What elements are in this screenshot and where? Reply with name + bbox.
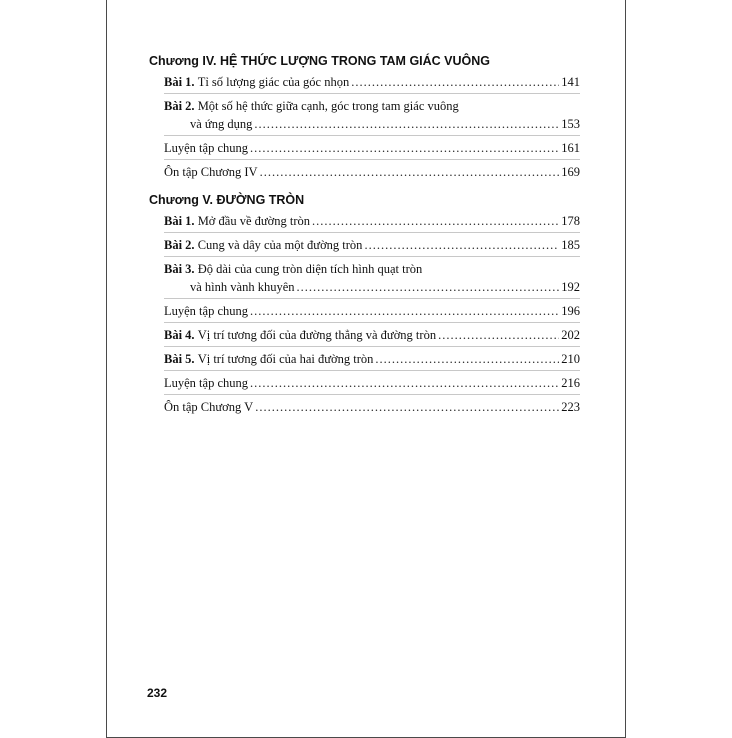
dot-leader <box>250 303 559 320</box>
page-number: 210 <box>561 352 580 366</box>
entry-title: Cung và dây của một đường tròn <box>197 238 363 252</box>
lesson-label: Bài 5. <box>164 352 195 366</box>
entry-title: Vị trí tương đối của hai đường tròn <box>197 352 374 366</box>
toc-entry <box>164 98 580 136</box>
page-number: 153 <box>561 117 580 131</box>
toc-entry <box>164 213 580 233</box>
dot-leader <box>375 351 559 368</box>
dot-leader <box>438 327 559 344</box>
page-number: 202 <box>561 328 580 342</box>
entry-title: Luyện tập chung <box>164 304 249 318</box>
chapter-title: Chương IV. HỆ THỨC LƯỢNG TRONG TAM GIÁC VUÔNG <box>149 54 491 68</box>
lesson-label: Bài 2. <box>164 99 195 113</box>
toc-entry <box>164 327 580 347</box>
dot-leader <box>364 237 559 254</box>
chapter-title: Chương V. ĐƯỜNG TRÒN <box>149 193 305 207</box>
lesson-label: Bài 1. <box>164 75 195 89</box>
dot-leader <box>250 140 559 157</box>
page-number: 185 <box>561 238 580 252</box>
dot-leader <box>297 279 560 296</box>
lesson-label: Bài 2. <box>164 238 195 252</box>
entry-title-continued: và hình vành khuyên <box>190 280 295 294</box>
page-number: 141 <box>561 75 580 89</box>
chapter-section <box>150 48 580 183</box>
dot-leader <box>260 164 560 181</box>
entry-title: Vị trí tương đối của đường thẳng và đường tròn <box>197 328 437 342</box>
chapter-section <box>150 187 580 418</box>
footer-page-number: 232 <box>147 686 168 700</box>
entry-title: Một số hệ thức giữa cạnh, góc trong tam giác vuông <box>197 99 459 113</box>
toc-entry <box>164 164 580 183</box>
toc-entry <box>164 399 580 418</box>
toc-entry <box>164 140 580 160</box>
entry-title: Luyện tập chung <box>164 141 249 155</box>
dot-leader <box>254 116 559 133</box>
entry-title: Ôn tập Chương IV <box>164 165 258 179</box>
dot-leader <box>250 375 559 392</box>
dot-leader <box>312 213 559 230</box>
page-number: 161 <box>561 141 580 155</box>
toc-entry <box>164 351 580 371</box>
lesson-label: Bài 3. <box>164 262 195 276</box>
page-number: 196 <box>561 304 580 318</box>
dot-leader <box>351 74 559 91</box>
entry-title: Ôn tập Chương V <box>164 400 254 414</box>
table-of-contents <box>150 48 580 422</box>
toc-entry <box>164 237 580 257</box>
page-number: 169 <box>561 165 580 179</box>
page-number: 216 <box>561 376 580 390</box>
toc-entry <box>164 303 580 323</box>
entry-title-continued: và ứng dụng <box>190 117 253 131</box>
toc-entry <box>164 261 580 299</box>
page-number: 192 <box>561 280 580 294</box>
entry-title: Luyện tập chung <box>164 376 249 390</box>
entry-title: Mở đầu về đường tròn <box>197 214 311 228</box>
entry-title: Tỉ số lượng giác của góc nhọn <box>197 75 350 89</box>
page-number: 178 <box>561 214 580 228</box>
toc-entry <box>164 74 580 94</box>
lesson-label: Bài 1. <box>164 214 195 228</box>
lesson-label: Bài 4. <box>164 328 195 342</box>
toc-entry <box>164 375 580 395</box>
dot-leader <box>255 399 559 416</box>
page-number: 223 <box>561 400 580 414</box>
entry-title: Độ dài của cung tròn diện tích hình quạt tròn <box>197 262 423 276</box>
